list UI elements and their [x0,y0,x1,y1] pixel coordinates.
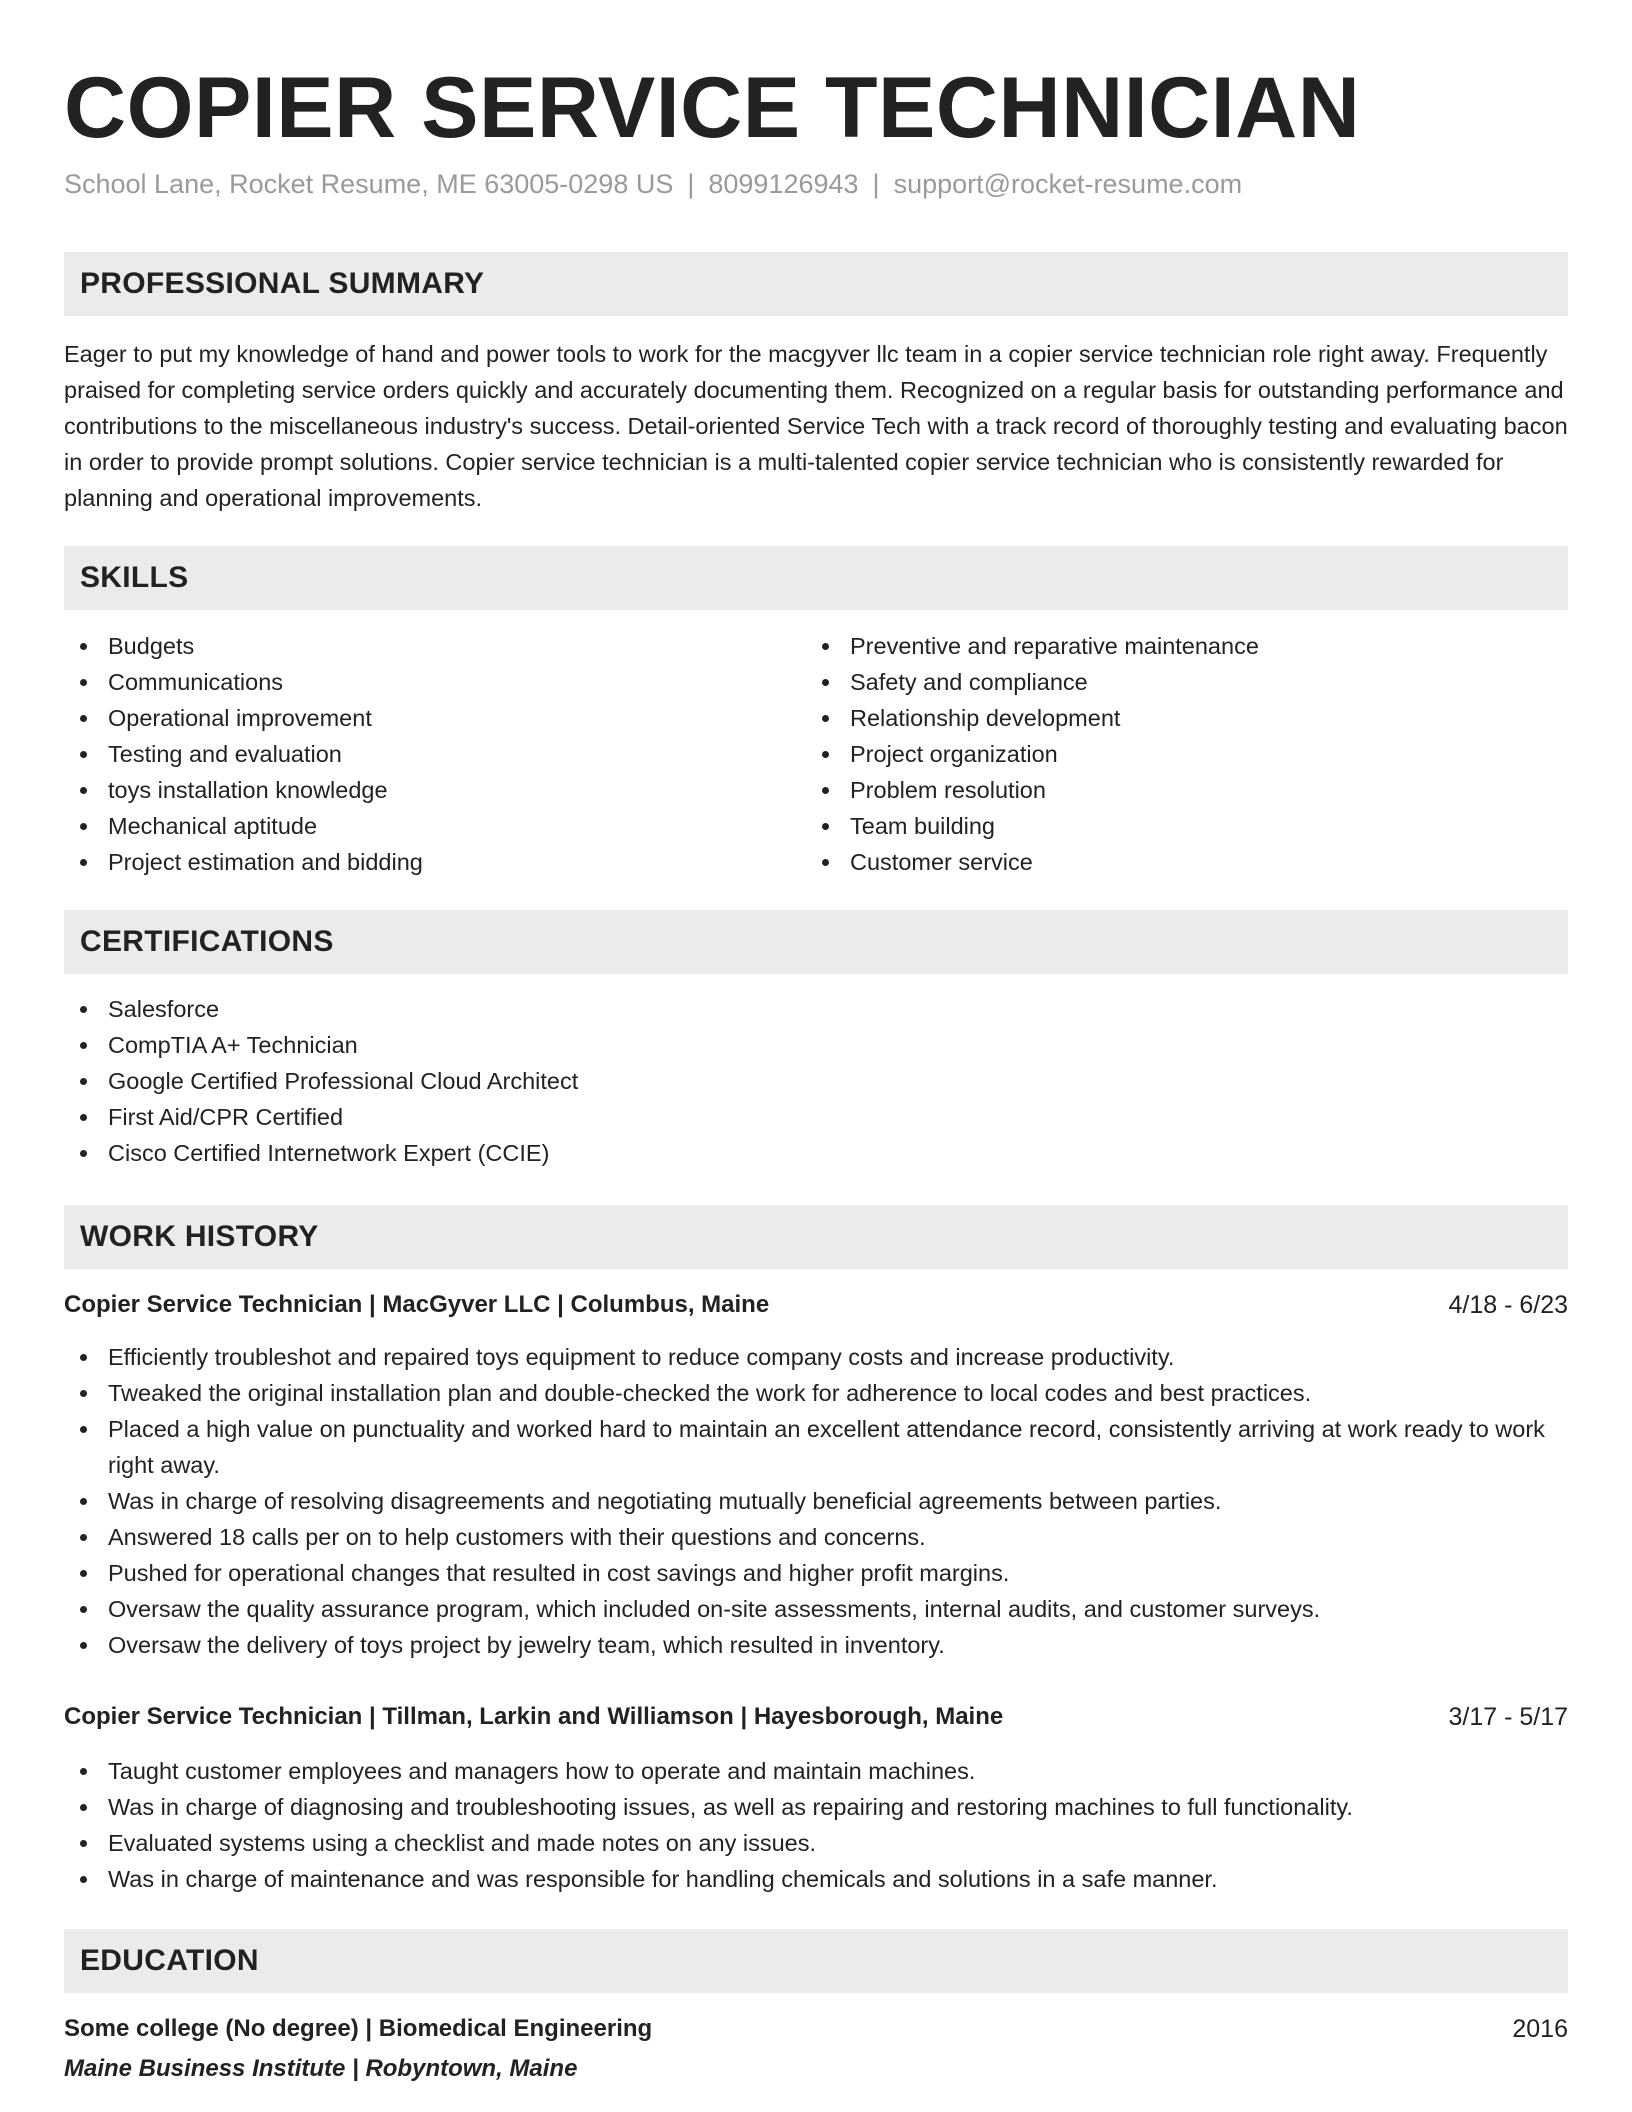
skill-item: Project estimation and bidding [64,844,804,880]
candidate-name: COPIER SERVICE TECHNICIAN [64,60,1361,156]
skill-item: Operational improvement [64,700,804,736]
skill-item: Safety and compliance [806,664,1546,700]
education-school: Maine Business Institute | Robyntown, Maine [64,2055,578,2082]
skill-item: Customer service [806,844,1546,880]
skill-item: Preventive and reparative maintenance [806,628,1546,664]
duty-item: Efficiently troubleshot and repaired toys equipment to reduce company costs and increase productivity. [64,1339,1568,1375]
duty-item: Oversaw the quality assurance program, which included on-site assessments, internal audits, and customer surveys. [64,1591,1568,1627]
skill-item: Budgets [64,628,804,664]
skill-item: Testing and evaluation [64,736,804,772]
job-heading [64,1699,1568,1735]
duty-item: Taught customer employees and managers how to operate and maintain machines. [64,1753,1568,1789]
certification-item: Cisco Certified Internetwork Expert (CCIE) [64,1135,1568,1171]
duty-item: Pushed for operational changes that resulted in cost savings and higher profit margins. [64,1555,1568,1591]
section-header-work-history [64,1205,1568,1269]
skills-list-right [806,628,1546,880]
duty-item: Was in charge of maintenance and was responsible for handling chemicals and solutions in a safe manner. [64,1861,1568,1897]
certification-item: Salesforce [64,991,1568,1027]
contact-line [64,166,1242,202]
duty-item: Oversaw the delivery of toys project by jewelry team, which resulted in inventory. [64,1627,1568,1663]
duty-item: Answered 18 calls per on to help customers with their questions and concerns. [64,1519,1568,1555]
education-year: 2016 [1512,2015,1568,2043]
job-title: Copier Service Technician | Tillman, Larkin and Williamson | Hayesborough, Maine [64,1703,1004,1730]
contact-address: School Lane, Rocket Resume, ME 63005-0298 US [64,169,674,199]
skill-item: Relationship development [806,700,1546,736]
job-dates: 3/17 - 5/17 [1448,1703,1568,1731]
duty-item: Was in charge of diagnosing and troubleshooting issues, as well as repairing and restoring machines to full functionality. [64,1789,1568,1825]
contact-separator: | [872,169,880,199]
contact-phone: 8099126943 [708,169,859,199]
certifications-list [64,991,1568,1171]
section-title: SKILLS [80,561,189,594]
section-title: CERTIFICATIONS [80,925,334,958]
section-header-summary [64,252,1568,316]
education-heading [64,2011,1568,2047]
section-title: WORK HISTORY [80,1220,319,1253]
section-header-education [64,1929,1568,1993]
contact-email[interactable]: support@rocket-resume.com [893,169,1243,199]
job-duties-list [64,1753,1568,1897]
skill-item: Project organization [806,736,1546,772]
skill-item: Mechanical aptitude [64,808,804,844]
skill-item: Problem resolution [806,772,1546,808]
professional-summary-text: Eager to put my knowledge of hand and power tools to work for the macgyver llc team in a copier service technician role right away. Frequently praised for completing service orders quickly and accurately documenting them. Recognized on a regular basis for outstanding performance and contributions to the miscellaneous industry's success. Detail-oriented Service Tech with a track record of thoroughly testing and evaluating bacon in order to provide prompt solutions. Copier service technician is a multi-talented copier service technician who is consistently rewarded for planning and operational improvements. [64,341,1568,511]
duty-item: Placed a high value on punctuality and worked hard to maintain an excellent attendance record, consistently arriving at work ready to work right away. [64,1411,1568,1483]
skill-item: Team building [806,808,1546,844]
certification-item: First Aid/CPR Certified [64,1099,1568,1135]
skill-item: Communications [64,664,804,700]
section-title: EDUCATION [80,1944,259,1977]
education-degree: Some college (No degree) | Biomedical Engineering [64,2015,653,2042]
certification-item: CompTIA A+ Technician [64,1027,1568,1063]
duty-item: Was in charge of resolving disagreements and negotiating mutually beneficial agreements between parties. [64,1483,1568,1519]
job-duties-list [64,1339,1568,1663]
contact-separator: | [687,169,695,199]
job-heading [64,1287,1568,1323]
job-title: Copier Service Technician | MacGyver LLC | Columbus, Maine [64,1291,770,1318]
skills-list-left [64,628,804,880]
duty-item: Evaluated systems using a checklist and made notes on any issues. [64,1825,1568,1861]
section-header-certifications [64,910,1568,974]
section-header-skills [64,546,1568,610]
certification-item: Google Certified Professional Cloud Architect [64,1063,1568,1099]
duty-item: Tweaked the original installation plan and double-checked the work for adherence to local codes and best practices. [64,1375,1568,1411]
job-dates: 4/18 - 6/23 [1448,1291,1568,1319]
skill-item: toys installation knowledge [64,772,804,808]
section-title: PROFESSIONAL SUMMARY [80,267,485,300]
